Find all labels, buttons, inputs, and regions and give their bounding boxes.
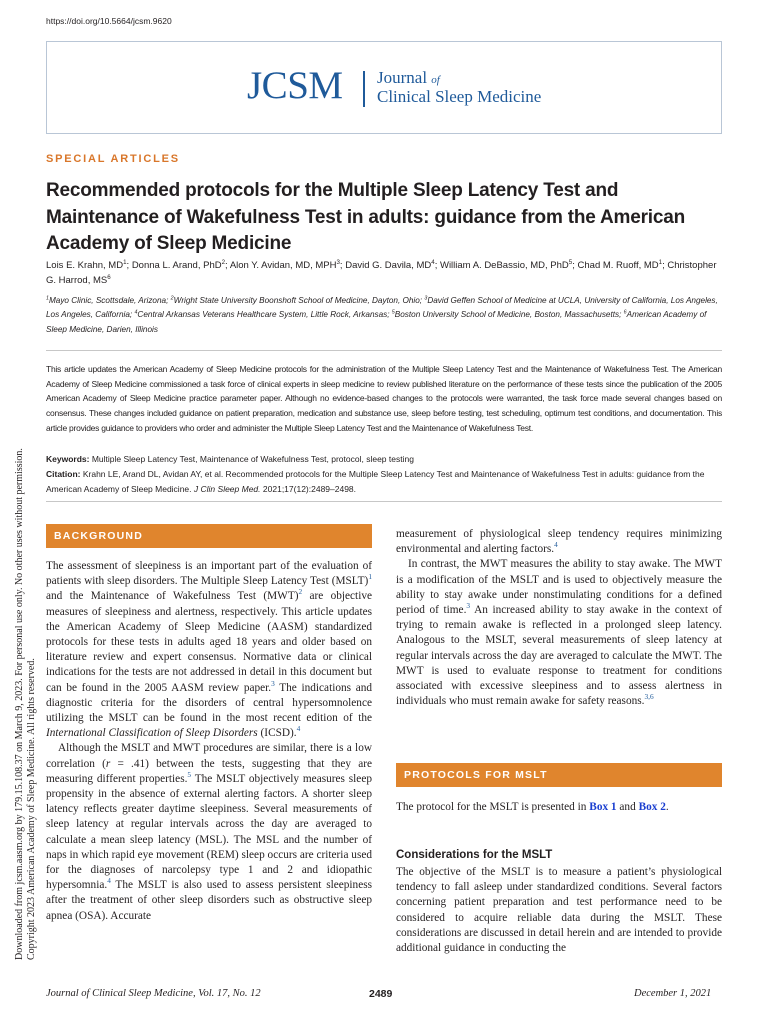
author-affiliation-ref: 2 bbox=[221, 258, 226, 266]
author-name: Christopher G. Harrod, MS bbox=[46, 260, 717, 286]
background-heading: BACKGROUND bbox=[46, 524, 372, 548]
right-paragraph-1: measurement of physiological sleep tendency requires minimizing environmental and alerting factors.$^4$ bbox=[396, 528, 722, 556]
author-name: Donna L. Arand, PhD bbox=[131, 260, 222, 271]
citation-ref[interactable]: 3,6 bbox=[644, 692, 654, 702]
author-affiliation-ref: 1 bbox=[123, 258, 127, 266]
box-2-link[interactable]: Box 2 bbox=[638, 801, 666, 813]
author-affiliation-ref: 1 bbox=[658, 258, 663, 266]
footer-page-number: 2489 bbox=[369, 988, 393, 1000]
affiliation-number: 3 bbox=[424, 295, 428, 302]
journal-logo-line2: Clinical Sleep Medicine bbox=[377, 87, 542, 106]
download-notice: Downloaded from jcsm.aasm.org by 179.15.108.37 on March 9, 2023. For personal use only. No other uses without permission. Copyright 2023 American Academy of Sleep Medicine. All rights reserved. bbox=[14, 448, 37, 960]
footer-date: December 1, 2021 bbox=[634, 988, 712, 999]
affiliation-number: 4 bbox=[134, 309, 138, 316]
author-affiliation-ref: 3 bbox=[336, 258, 340, 266]
citation-ref[interactable]: 5 bbox=[187, 770, 192, 780]
doi-link[interactable]: https://doi.org/10.5664/jcsm.9620 bbox=[46, 16, 172, 26]
section-tag: SPECIAL ARTICLES bbox=[46, 153, 180, 165]
citation-ref[interactable]: 3 bbox=[271, 678, 275, 688]
citation-line: Citation: Krahn LE, Arand DL, Avidan AY, et al. Recommended protocols for the Multiple Sleep Latency Test and Maintenance of Wakefulness Test in adults: guidance from the American Academy of Sleep Medicine. J Clin Sleep Med. 2021;17(12):2489–2498. bbox=[46, 469, 705, 494]
author-name: Alon Y. Avidan, MD, MPH bbox=[229, 260, 337, 271]
abstract-text: This article updates the American Academy of Sleep Medicine protocols for the administration of the Multiple Sleep Latency Test and the Maintenance of Wakefulness Test. The American Academy of Sleep Medicine commissioned a task force of clinical experts in sleep medicine to review published literature on the performance of these tests since the publication of the 2005 American Academy of Sleep Medicine practice parameter paper. Although no evidence-based changes to the protocols were warranted, the task force made several changes based on consensus. These changes included guidance on patient preparation, medication and substance use, sleep before testing, test scheduling, optimum test conditions, and documentation. This article provides guidance to providers who order and administer the Multiple Sleep Latency Test and the Maintenance of Wakefulness Test. bbox=[46, 364, 722, 433]
citation-ref[interactable]: 4 bbox=[107, 876, 111, 886]
citation-ref[interactable]: 1 bbox=[368, 572, 372, 582]
citation-ref[interactable]: 2 bbox=[298, 587, 303, 597]
affiliation-number: 5 bbox=[391, 309, 395, 316]
protocols-paragraph: The protocol for the MSLT is presented in Box 1 and Box 2. bbox=[396, 801, 669, 813]
background-paragraph-1: The assessment of sleepiness is an important part of the evaluation of patients with sleep disorders. The Multiple Sleep Latency Test (MSLT)$^1$ and the Maintenance of Wakefulness Test (MWT)$^2$ are objective measures of sleepiness and alertness, respectively. This article updates the American Academy of Sleep Medicine (AASM) standardized protocols for these tests in adults aged 18 years and older based on literature review and expert consensus. Normative data or clinical indications for the tests are not addressed in detail in this document but can be found in the 2005 AASM review paper.$^3$ The indications and diagnostic criteria for the disorders of central hypersomnolence utilizing the MSLT can be found in the most recent edition of the International Classification of Sleep Disorders (ICSD).$^4$ bbox=[46, 560, 373, 740]
protocols-heading: PROTOCOLS FOR MSLT bbox=[396, 763, 722, 787]
author-name: Chad M. Ruoff, MD bbox=[577, 260, 659, 271]
affiliation-text: Mayo Clinic, Scottsdale, Arizona; bbox=[48, 296, 171, 305]
affiliations bbox=[46, 294, 726, 337]
author-affiliation-ref: 4 bbox=[431, 258, 435, 266]
author-affiliation-ref: 6 bbox=[107, 273, 111, 281]
background-paragraph-2: Although the MSLT and MWT procedures are similar, there is a low correlation (r = .41) between the tests, suggesting that they are measuring different properties.$^5$ The MSLT objectively measures sleep propensity in the absence of external alerting factors. A shorter sleep latency reflects greater daytime sleepiness. Several measurements of sleep latency at regular intervals across the day are averaged to calculate a mean sleep latency (MSL). The MSL and the number of naps in which rapid eye movement (REM) sleep occurs are criteria used for the diagnoses of narcolepsy type 1 and 2 and idiopathic hypersomnia.$^4$ The MSLT is also used to assess persistent sleepiness after the treatment of other sleep disorders such as obstructive sleep apnea (OSA). Accurate bbox=[46, 742, 372, 922]
citation-ref[interactable]: 4 bbox=[296, 724, 301, 734]
affiliation-number: 2 bbox=[170, 295, 174, 302]
author-name: William A. DeBassio, MD, PhD bbox=[439, 260, 569, 271]
affiliation-text: Boston University School of Medicine, Boston, Massachusetts; bbox=[394, 310, 624, 320]
right-column-top bbox=[396, 527, 722, 709]
author-name: David G. Davila, MD bbox=[345, 260, 432, 271]
footer-journal: Journal of Clinical Sleep Medicine, Vol. 17, No. 12 bbox=[46, 988, 261, 999]
abstract-box bbox=[46, 350, 722, 502]
article-title: Recommended protocols for the Multiple Sleep Latency Test and Maintenance of Wakefulness Test in adults: guidance from the American Academy of Sleep Medicine bbox=[46, 180, 686, 254]
journal-logo-line1: Journal of bbox=[377, 68, 440, 87]
considerations-paragraph: The objective of the MSLT is to measure a patient’s physiological tendency to fall asleep under standardized conditions. Several factors concerning patient preparation and test performance need to be considered to acquire reliable data during the MSLT. These considerations are discussed in detail herein and are intended to provide additional guidance in conducting the bbox=[396, 866, 722, 955]
logo-divider bbox=[363, 71, 365, 107]
affiliation-text: Wright State University Boonshoft School of Medicine, Dayton, Ohio; bbox=[173, 296, 425, 305]
right-paragraph-2: In contrast, the MWT measures the ability to stay awake. The MWT is a modification of the MSLT and is used to objectively measure the ability to stay awake under nonstimulating conditions for a defined period of time.$^3$ An increased ability to stay awake in the context of trying to remain awake is reflected in a prolonged sleep latency. Analogous to the MSLT, several measurements of sleep latency at regular intervals across the day are averaged to calculate the MWT. The MWT is used to evaluate response to treatment for conditions associated with excessive sleepiness and to assess alertness in individuals who must remain awake for safety reasons.$^{3,6}$ bbox=[396, 558, 722, 708]
affiliation-text: American Academy of Sleep Medicine, Darien, Illinois bbox=[46, 310, 707, 334]
citation-ref[interactable]: 3 bbox=[466, 601, 471, 611]
citation-ref[interactable]: 4 bbox=[554, 540, 558, 550]
author-name: Lois E. Krahn, MD bbox=[46, 260, 124, 271]
affiliation-number: 6 bbox=[623, 309, 627, 316]
author-affiliation-ref: 5 bbox=[568, 258, 573, 266]
left-column bbox=[46, 559, 372, 924]
journal-banner bbox=[46, 41, 722, 134]
journal-logo-abbr: JCSM bbox=[247, 64, 343, 107]
affiliation-text: David Geffen School of Medicine at UCLA, University of California, Los Angeles, Los Angeles, California; bbox=[46, 296, 718, 320]
box-1-link[interactable]: Box 1 bbox=[589, 801, 617, 813]
affiliation-text: Central Arkansas Veterans Healthcare System, Little Rock, Arkansas; bbox=[137, 310, 392, 320]
keywords-line: Keywords: Multiple Sleep Latency Test, Maintenance of Wakefulness Test, protocol, sleep testing bbox=[46, 454, 414, 464]
considerations-subheading: Considerations for the MSLT bbox=[396, 849, 553, 861]
affiliation-number: 1 bbox=[46, 295, 49, 302]
author-list: Lois E. Krahn, $MD^1$; Donna L. Arand, PhD$^2$; Alon Y. Avidan, MD, MPH$^3$; David G. Davila, $MD^4$; William A. DeBassio, MD, PhD$^5$; Chad M. Ruoff, $MD^1$; Christopher G. Harrod, $MS^6$ bbox=[46, 258, 717, 286]
